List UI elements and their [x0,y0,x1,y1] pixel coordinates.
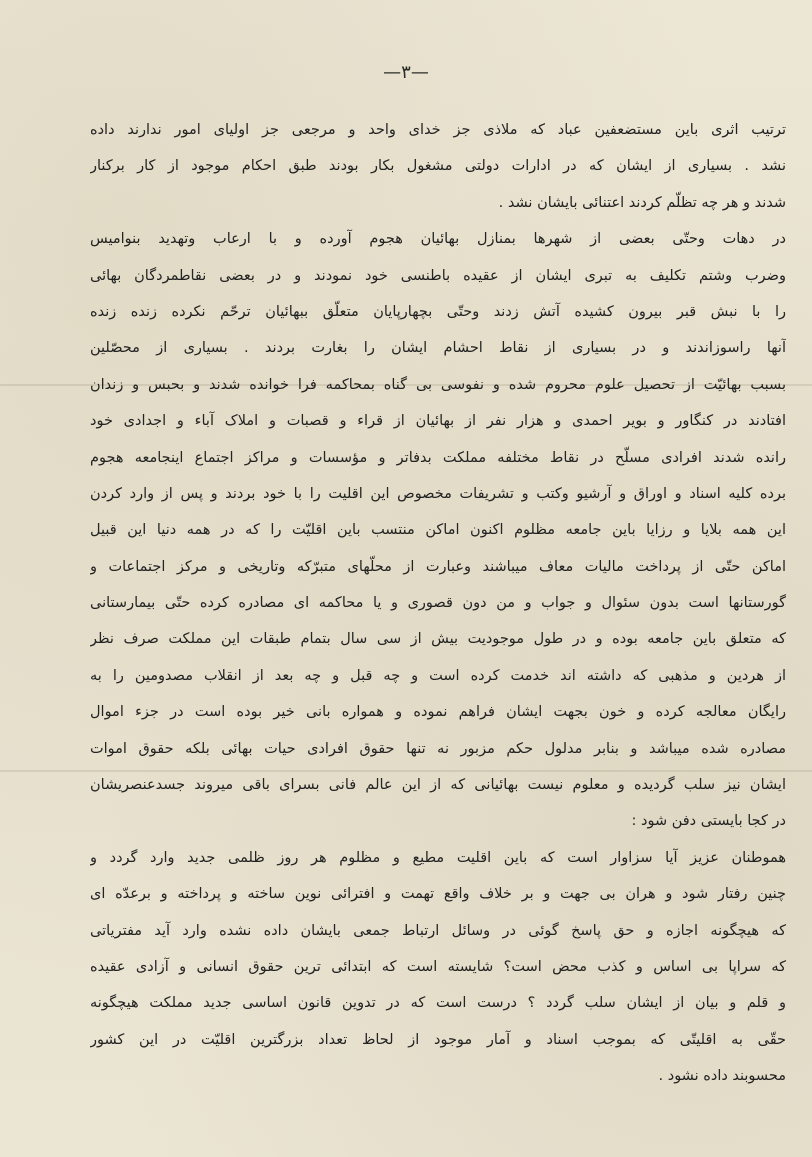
text-line: در کجا بایستی دفن شود : [631,813,786,830]
text-line: بسبب بهائیّت از تحصیل علوم محروم شده و نفوسی بی گناه بمحاکمه فرا خوانده شدند و بحبس و زندان [90,376,786,393]
text-line: را با نبش قبر بیرون کشیده آتش زدند وحتّی بچهارپایان متعلّق ببهائیان ترحّم نکرده زنده زنده [90,303,786,320]
text-line: ایشان نیز سلب گردیده و معلوم نیست بهائیانی که از این عالم فانی بسرای باقی میروند جسدعنصریشان [90,777,786,794]
text-line: هموطنان عزیز آیا سزاوار است که باین اقلیت مطیع و مظلوم هر روز ظلمی جدید وارد گردد و [90,849,786,866]
text-line: رایگان معالجه کرده و خون بجهت ایشان فراهم نموده و همواره بانی خیر بوده است در جزء اموال [90,704,786,721]
text-line: و قلم و بیان از ایشان سلب گردد ؟ درست است که در تدوین قانون اساسی جدید مملکت هیچگونه [90,995,786,1012]
text-line: مصادره شده میباشد و بنابر مدلول حکم مزبور نه تنها حقوق افرادی حیات بهائی بلکه حقوق اموات [90,740,786,757]
text-line: محسوبند داده نشود . [658,1068,786,1085]
text-line: نشد . بسیاری از ایشان که در ادارات دولتی مشغول بکار بودند طبق احکام موجود از کار برکنار [90,158,786,175]
text-line: از هردین و مذهبی که داشته اند خدمت کرده است و چه قبل و چه بعد از انقلاب مصدومین را به [90,667,786,684]
text-line: در دهات وحتّی بعضی از شهرها بمنازل بهائیان هجوم آورده و با ارعاب وتهدید بنوامیس [90,231,786,248]
text-line: که متعلق باین جامعه بوده و در طول موجودیت بیش از سی سال بتمام طبقات این مملکت صرف نظر [90,631,786,648]
text-line: افتادند در کنگاور و بویر احمدی و هزار نفر از بهائیان از قراء و قصبات و املاک آباء و اجدادی خود [90,413,786,430]
text-line: شدند و هر چه تظلّم کردند اعتنائی بایشان نشد . [498,194,786,211]
text-line: گورستانها است بدون سئوال و جواب و من دون قصوری و یا محاکمه ای مصادره کرده حتّی بیمارستانی [90,595,786,612]
page-number: —٣— [383,62,429,83]
text-line: رانده شدند افرادی مسلّح در نقاط مختلفه مملکت بدفاتر و مؤسسات و مراکز اجتماع اینجامعه هجوم [90,449,786,466]
text-line: که سراپا بی اساس و کذب محض است؟ شایسته است که ابتدائی ترین حقوق انسانی و آزادی عقیده [90,958,786,975]
text-line: اماکن حتّی از پرداخت مالیات معاف میباشند وعبارت از محلّهای متبرّکه وتاریخی و مرکز اجتماعات و [90,558,786,575]
letter-body [90,112,786,1095]
text-line: برده کلیه اسناد و اوراق و آرشیو وکتب و تشریفات مخصوص این اقلیت را با خود بردند و پس از وارد کردن [90,485,786,502]
text-line: که هیچگونه اجازه و حق پاسخ گوئی در وسائل ارتباط جمعی بایشان داده نشده وارد آید مفترياتی [90,922,786,939]
text-line: این همه بلایا و رزایا باین جامعه مظلوم اکنون اماکن منتسب باین اقلیّت را که در همه دنیا این قبیل [90,522,786,539]
text-line: حقّی به اقلیتّی که بموجب اسناد و آمار موجود از لحاظ تعداد بزرگترین اقلیّت در این کشور [90,1031,786,1048]
text-line: ترتیب اثری باین مستضعفین عباد که ملاذی جز خدای واحد و مرجعی جز اولیای امور ندارند داده [90,122,786,138]
text-line: چنین رفتار شود و هران بی جهت و بر خلاف واقع تهمت و افترائی نوین ساخته و پرداخته و برعدّه ای [90,886,786,903]
text-line: وضرب وشتم تکلیف به تبری ایشان از عقیده باطنسی خود نمودند و در بعضی نقاطمردگان بهائی [90,267,786,284]
text-line: آنها راسوزاندند و در بسیاری از نقاط احشام ایشان را بغارت بردند . بسیاری از محصّلین [90,340,786,357]
